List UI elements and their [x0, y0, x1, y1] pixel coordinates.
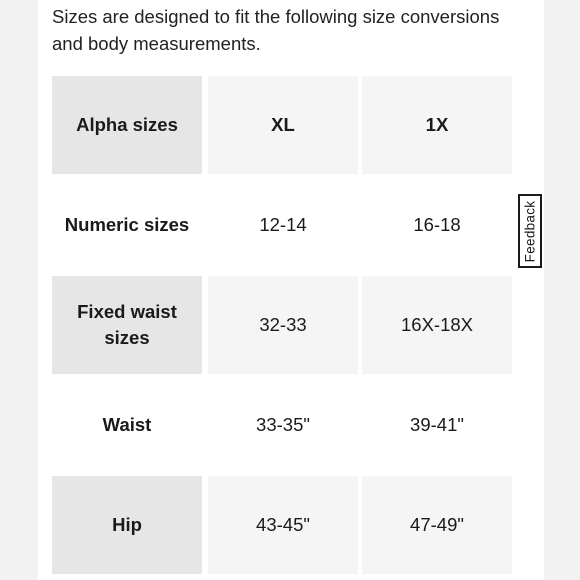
hip-measurement-1x: 47-49"	[362, 476, 512, 574]
size-header-1x: 1X	[362, 76, 512, 174]
table-row-fixed-waist-sizes	[52, 276, 514, 374]
fixed-waist-size-1x: 16X-18X	[362, 276, 512, 374]
numeric-size-1x: 16-18	[362, 176, 512, 274]
size-intro-text: Sizes are designed to fit the following size conversions and body measurements.	[52, 6, 500, 54]
numeric-size-xl: 12-14	[208, 176, 358, 274]
table-row-numeric-sizes	[52, 176, 514, 274]
hip-measurement-xl: 43-45"	[208, 476, 358, 574]
size-header-xl: XL	[208, 76, 358, 174]
feedback-label: Feedback	[522, 200, 538, 262]
waist-measurement-1x: 39-41"	[362, 376, 512, 474]
row-label-numeric-sizes: Numeric sizes	[52, 176, 202, 274]
table-row-hip	[52, 476, 514, 574]
row-label-fixed-waist-sizes: Fixed waist sizes	[52, 276, 202, 374]
row-label-waist: Waist	[52, 376, 202, 474]
feedback-button[interactable]	[518, 194, 542, 268]
table-row-waist	[52, 376, 514, 474]
fixed-waist-size-xl: 32-33	[208, 276, 358, 374]
waist-measurement-xl: 33-35"	[208, 376, 358, 474]
row-label-hip: Hip	[52, 476, 202, 574]
table-row-alpha-sizes	[52, 76, 514, 174]
size-chart-table	[52, 76, 514, 580]
row-label-alpha-sizes: Alpha sizes	[52, 76, 202, 174]
